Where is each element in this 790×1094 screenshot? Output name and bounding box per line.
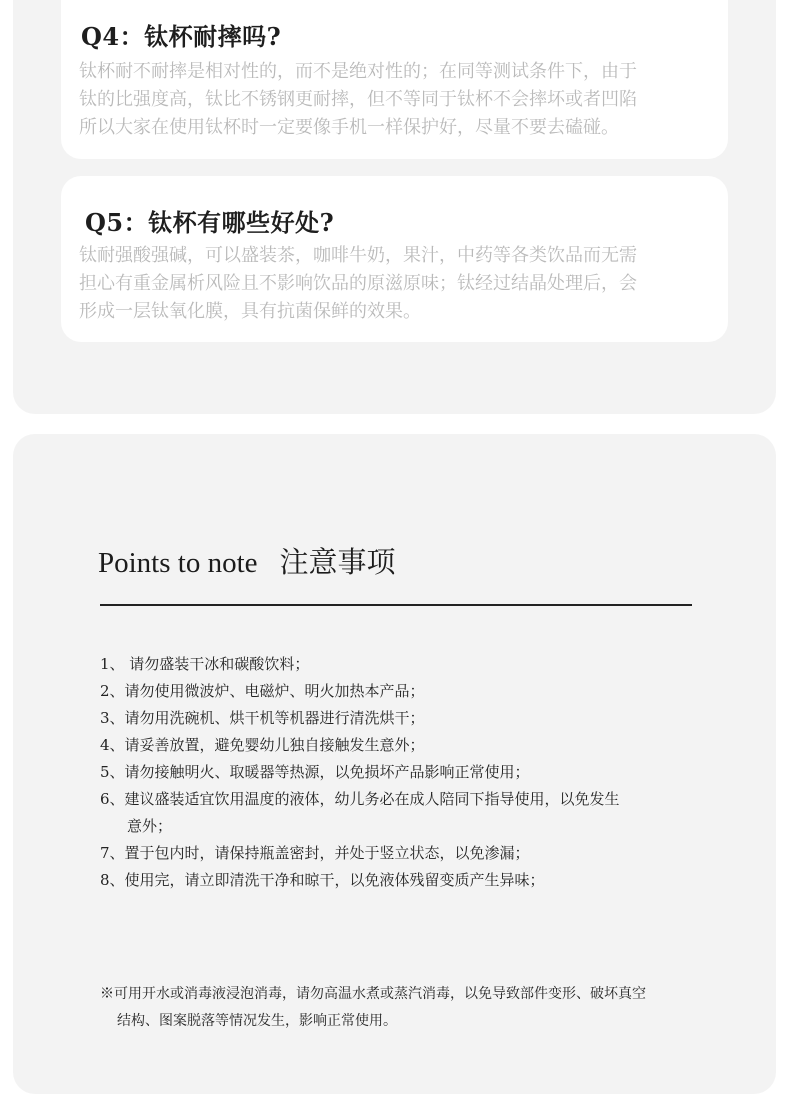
faq-q5-title: Q5：钛杯有哪些好处? xyxy=(85,208,335,237)
note-item: 7、置于包内时，请保持瓶盖密封，并处于竖立状态，以免渗漏； xyxy=(100,844,530,862)
faq-card-q4 xyxy=(61,0,728,159)
faq-q5-answer xyxy=(79,242,719,326)
faq-q4-answer-line: 所以大家在使用钛杯时一定要像手机一样保护好，尽量不要去磕碰。 xyxy=(79,117,619,138)
note-item: 5、请勿接触明火、取暖器等热源，以免损坏产品影响正常使用； xyxy=(100,763,530,781)
notes-list xyxy=(100,651,620,894)
note-item: 3、请勿用洗碗机、烘干机等机器进行清洗烘干； xyxy=(100,709,425,727)
notes-title xyxy=(98,540,396,581)
notes-title-cn: 注意事项 xyxy=(279,547,396,579)
faq-q5-answer-line: 担心有重金属析风险且不影响饮品的原滋原味；钛经过结晶处理后，会 xyxy=(79,273,637,294)
faq-q4-title: Q4：钛杯耐摔吗? xyxy=(81,22,282,51)
note-item: 8、使用完，请立即清洗干净和晾干，以免液体残留变质产生异味； xyxy=(100,871,545,889)
faq-q4-answer-line: 钛的比强度高，钛比不锈钢更耐摔，但不等同于钛杯不会摔坏或者凹陷 xyxy=(79,89,637,110)
note-item: 1、 请勿盛装干冰和碳酸饮料； xyxy=(100,655,310,673)
note-item: 4、请妥善放置，避免婴幼儿独自接触发生意外； xyxy=(100,736,425,754)
faq-q5-answer-line: 形成一层钛氧化膜，具有抗菌保鲜的效果。 xyxy=(79,301,421,322)
care-footnote xyxy=(100,981,646,1035)
faq-q5-answer-line: 钛耐强酸强碱，可以盛装茶，咖啡牛奶，果汁，中药等各类饮品而无需 xyxy=(79,245,637,266)
notes-title-en: Points to note xyxy=(98,547,258,579)
footnote-line: 结构、图案脱落等情况发生，影响正常使用。 xyxy=(117,1013,397,1029)
note-item: 2、请勿使用微波炉、电磁炉、明火加热本产品； xyxy=(100,682,425,700)
note-item: 6、建议盛装适宜饮用温度的液体，幼儿务必在成人陪同下指导使用，以免发生 xyxy=(100,790,620,808)
notes-divider xyxy=(100,604,692,606)
note-item-continuation: 意外； xyxy=(127,817,173,835)
faq-q4-answer xyxy=(79,58,719,142)
faq-card-q5 xyxy=(61,176,728,342)
footnote-line: ※可用开水或消毒液浸泡消毒，请勿高温水煮或蒸汽消毒，以免导致部件变形、破坏真空 xyxy=(100,986,646,1002)
faq-q4-answer-line: 钛杯耐不耐摔是相对性的，而不是绝对性的；在同等测试条件下，由于 xyxy=(79,61,637,82)
